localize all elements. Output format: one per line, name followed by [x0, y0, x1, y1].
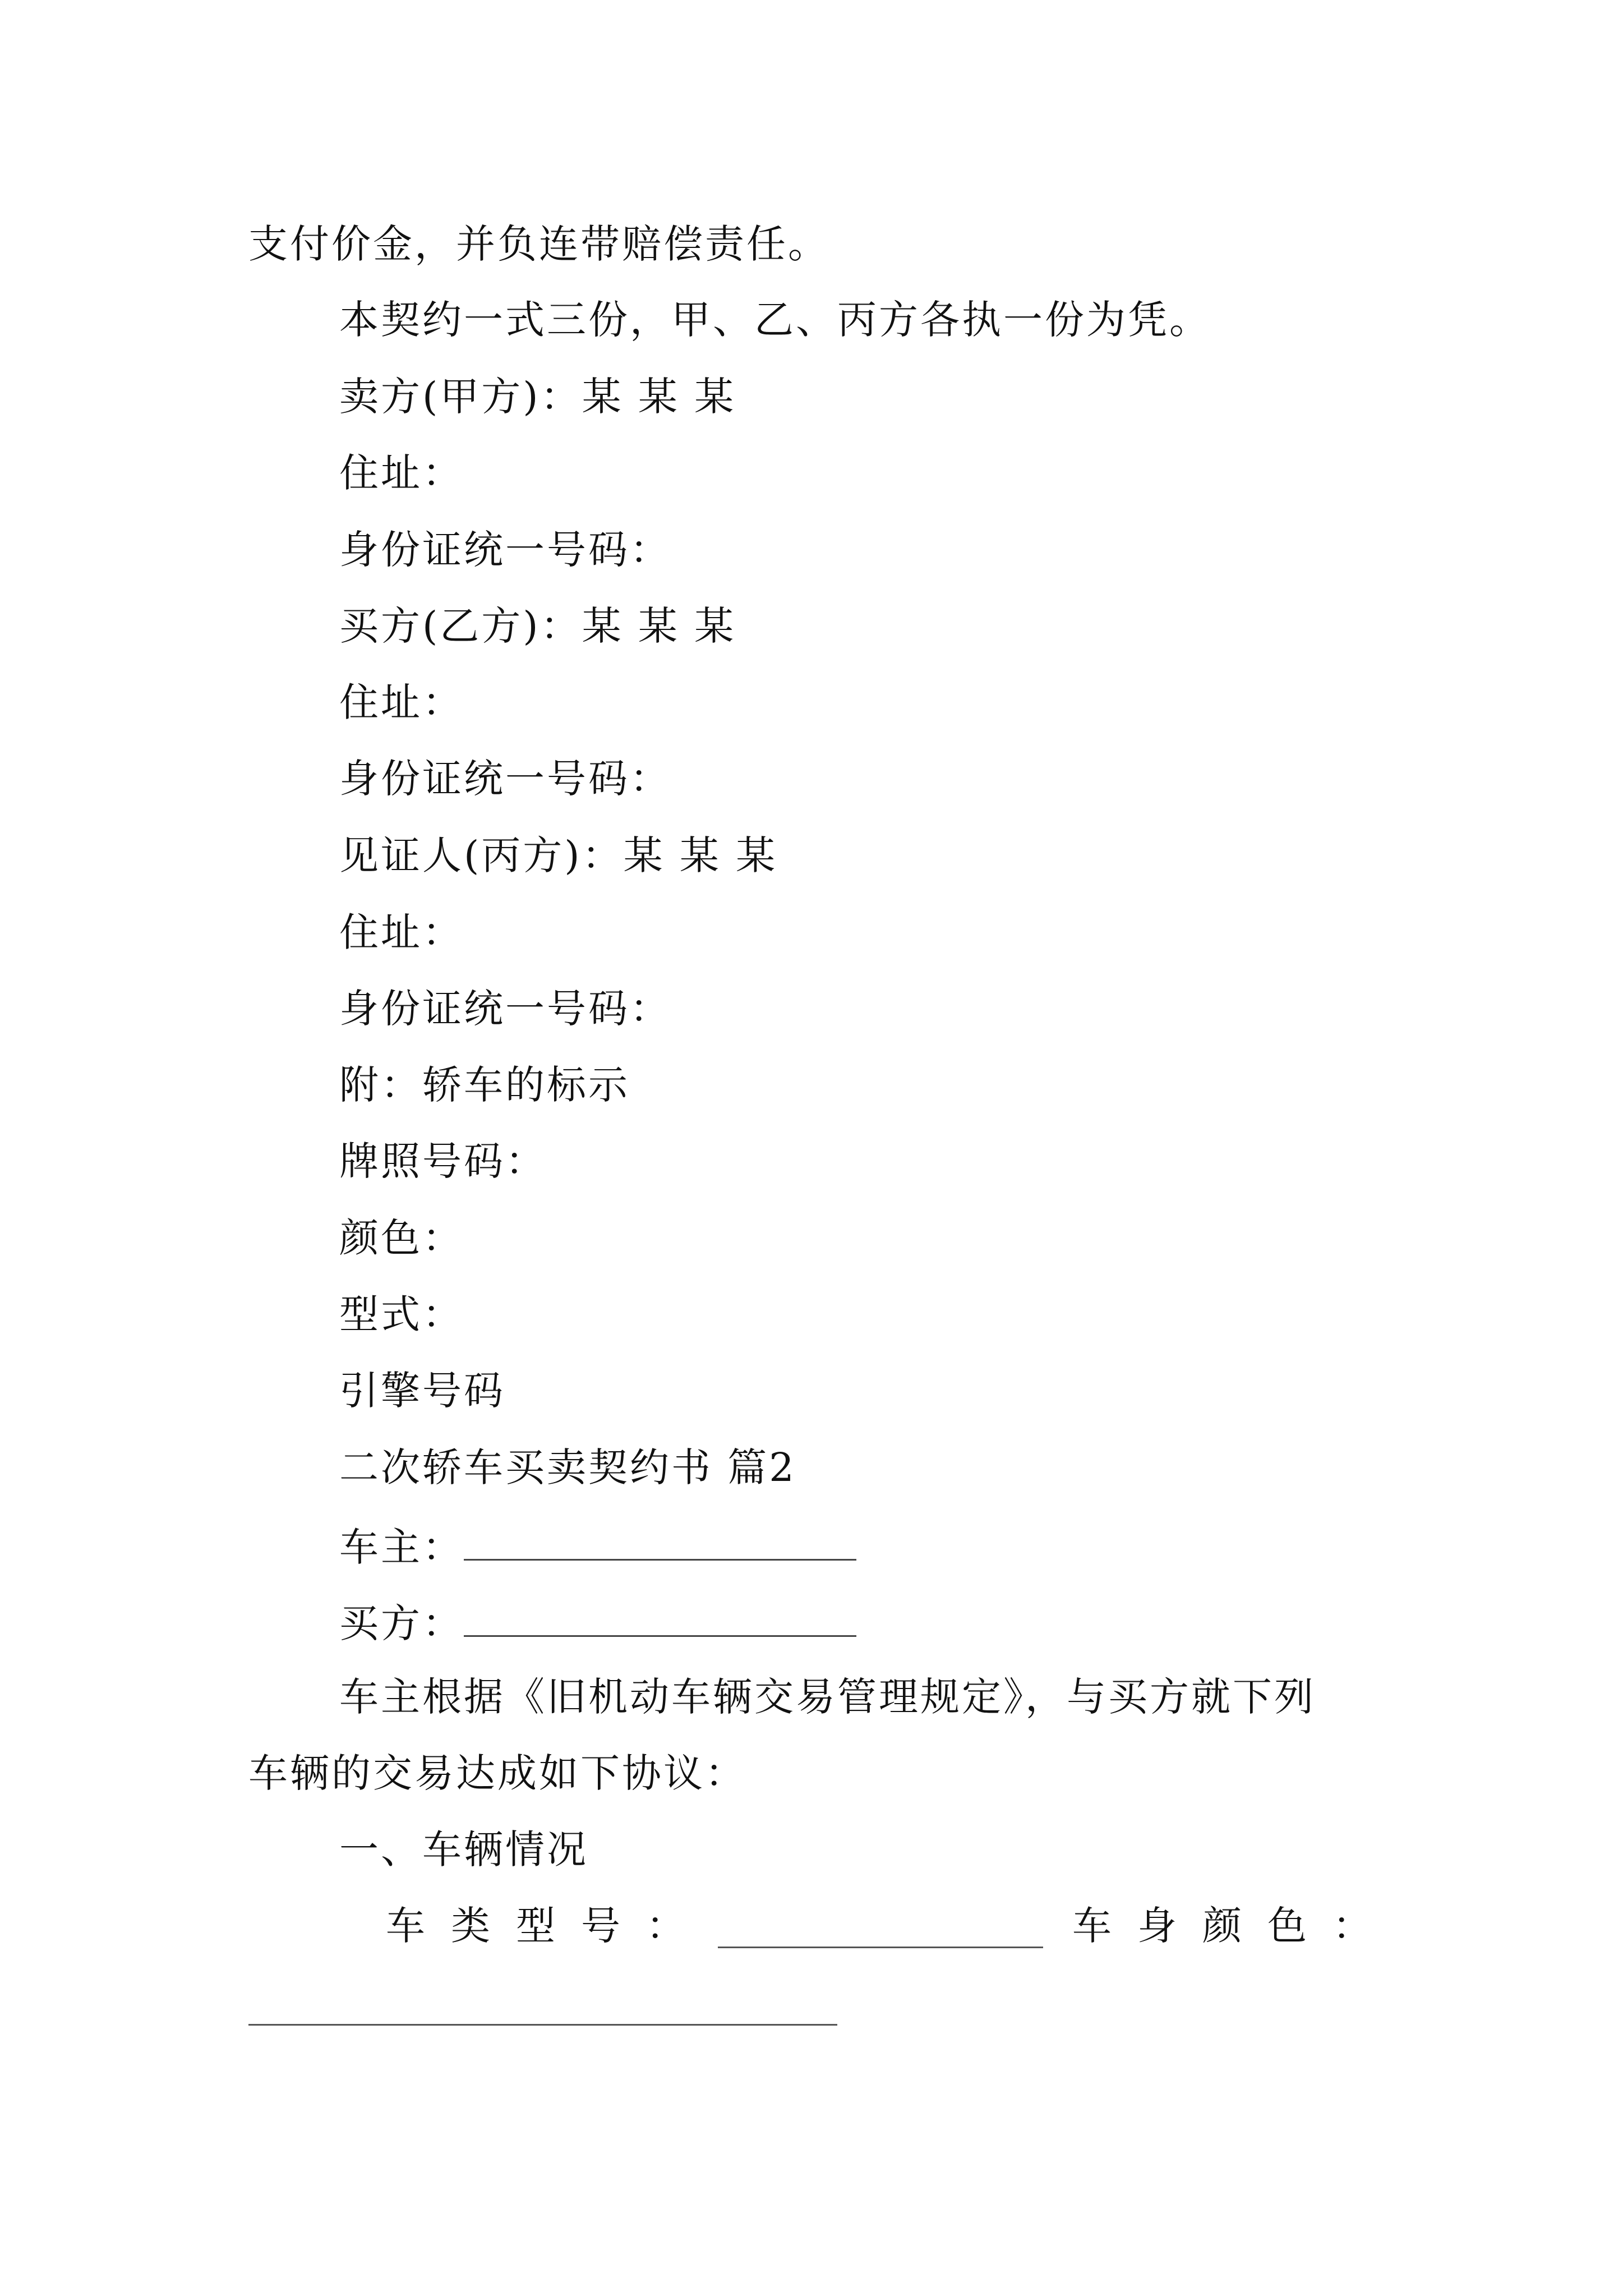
buyer-blank: [464, 1600, 856, 1637]
buyer-line: [339, 1600, 856, 1646]
witness-address-line: 住址：: [339, 909, 464, 955]
agreement-intro-continuation: 车辆的交易达成如下协议：: [248, 1750, 746, 1796]
section-title: 二次轿车买卖契约书 篇2: [339, 1444, 796, 1490]
color-line: 颜色：: [339, 1215, 464, 1261]
vehicle-model-blank: [718, 1947, 1043, 1948]
owner-label: 车主：: [339, 1524, 464, 1570]
seller-id-line: 身份证统一号码：: [339, 527, 671, 573]
buyer-address-line: 住址：: [339, 679, 464, 725]
paragraph-payment-liability: 支付价金，并负连带赔偿责任。: [248, 221, 829, 267]
buyer-name-line: 买方(乙方)：某 某 某: [339, 603, 736, 649]
attachment-heading: 附：轿车的标示: [339, 1062, 630, 1108]
vehicle-model-label: 车类型号：: [386, 1903, 711, 1949]
plate-number-line: 牌照号码：: [339, 1138, 547, 1184]
seller-name-line: 卖方(甲方)：某 某 某: [339, 374, 736, 420]
buyer-label: 买方：: [339, 1600, 464, 1646]
body-color-blank: [248, 2024, 837, 2026]
owner-line: [339, 1524, 856, 1570]
witness-name-line: 见证人(丙方)：某 某 某: [339, 832, 778, 878]
engine-number-line: 引擎号码: [339, 1368, 505, 1414]
body-color-label: 车身颜色：: [1072, 1903, 1398, 1949]
model-line: 型式：: [339, 1291, 464, 1337]
owner-blank: [464, 1524, 856, 1561]
paragraph-copies: 本契约一式三份，甲、乙、丙方各执一份为凭。: [339, 297, 1211, 343]
agreement-intro-line: 车主根据《旧机动车辆交易管理规定》，与买方就下列: [339, 1674, 1316, 1720]
vehicle-info-heading: 一、车辆情况: [339, 1826, 588, 1872]
seller-address-line: 住址：: [339, 450, 464, 496]
witness-id-line: 身份证统一号码：: [339, 986, 671, 1032]
buyer-id-line: 身份证统一号码：: [339, 756, 671, 802]
